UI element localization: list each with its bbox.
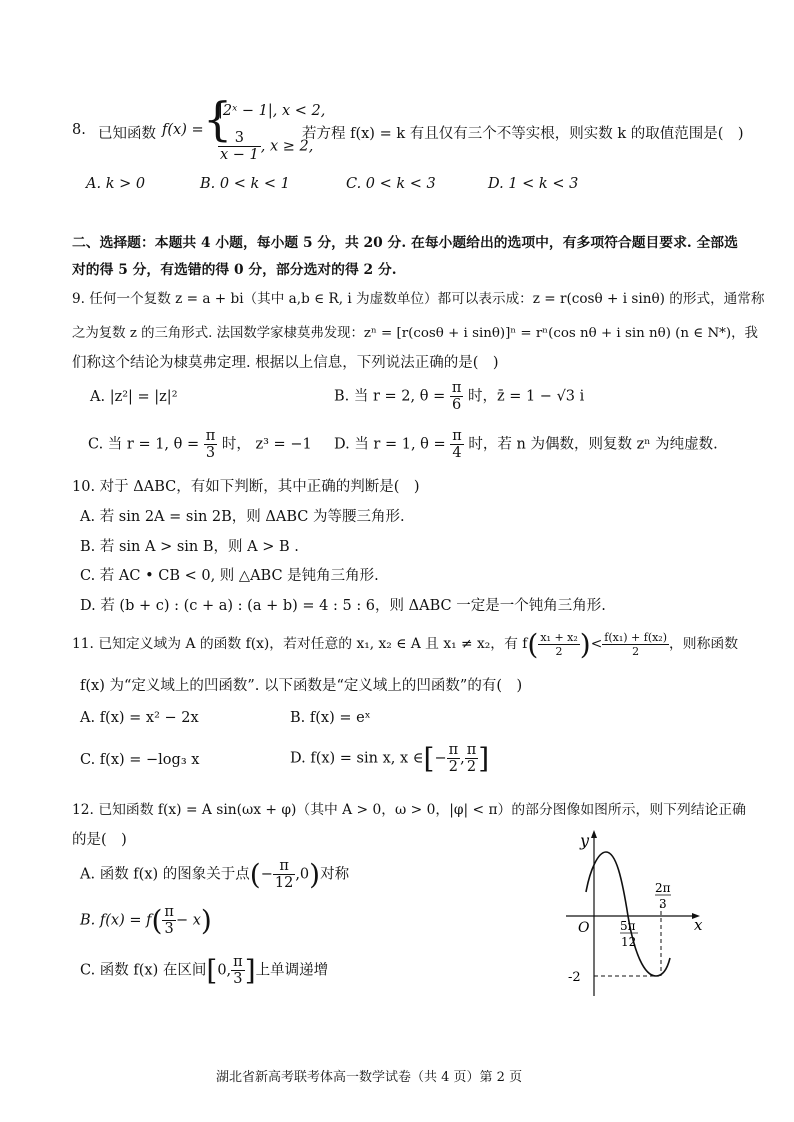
q12-option-c-lbracket: [ (206, 954, 218, 987)
q9-option-c-num: π (205, 428, 216, 444)
q10-line1: 10. 对于 ΔABC，有如下判断，其中正确的判断是( ) (72, 479, 420, 495)
q12-option-b-num: π (164, 904, 174, 920)
q8-fx: f(x) = (162, 122, 204, 138)
q11-option-b[interactable]: B. f(x) = eˣ (290, 710, 371, 726)
q11-frac2 (602, 631, 669, 658)
q11-frac1-num: x₁ + x₂ (540, 631, 578, 644)
tick2-den: 3 (659, 897, 667, 911)
q11-option-d-frac-a (447, 742, 461, 775)
q12-option-b[interactable] (80, 904, 212, 937)
section2-line1: 二、选择题：本题共 4 小题，每小题 5 分，共 20 分. 在每小题给出的选项中，有多项符合题目要求. 全部选 (72, 235, 738, 251)
q12-option-c-post: 上单调递增 (255, 962, 329, 979)
q12-graph (560, 826, 710, 1006)
q8-piece2-num: 3 (218, 130, 261, 147)
q11-line2: f(x) 为“定义域上的凹函数”. 以下函数是“定义域上的凹函数”的有( ) (80, 678, 523, 694)
q11-line1 (72, 628, 738, 661)
q8-piece2 (218, 130, 313, 163)
q11-option-c[interactable]: C. f(x) = −log₃ x (80, 752, 200, 768)
q11-frac1-den: 2 (555, 645, 563, 658)
q12-option-a-frac (273, 858, 295, 891)
q9-option-b[interactable] (334, 380, 584, 413)
q12-line2: 的是( ) (72, 832, 127, 848)
q9-option-b-pre: B. 当 r = 2, θ = (334, 388, 446, 405)
q12-option-b-post: − x (175, 912, 201, 929)
q8-piece2-den: x − 1 (220, 147, 259, 163)
q12-option-a-lparen: ( (249, 858, 261, 891)
q12-option-b-pre: B. f(x) = f (80, 912, 152, 929)
origin-label: O (578, 920, 590, 936)
tick1-den: 12 (621, 935, 637, 949)
q11-option-d-b-num: π (466, 742, 477, 758)
q9-option-c-post: 时， z³ = −1 (221, 436, 312, 453)
y-min-label: -2 (568, 970, 581, 985)
q9-option-b-den: 6 (451, 397, 462, 413)
q12-option-c-num: π (233, 954, 243, 970)
q8-piece1: |2ˣ − 1|, x < 2, (218, 103, 326, 119)
q9-option-d[interactable] (334, 428, 718, 461)
x-axis-label: x (694, 916, 703, 934)
q9-option-d-num: π (452, 428, 462, 444)
q8-piece2-frac (218, 130, 261, 163)
q9-option-d-den: 4 (452, 445, 462, 461)
q9-option-b-post: 时，z̄ = 1 − √3 i (467, 388, 585, 405)
q12-option-a-num: π (273, 858, 295, 875)
q8-rest: 若方程 f(x) = k 有且仅有三个不等实根，则实数 k 的取值范围是( ) (302, 126, 744, 142)
q12-option-a-rparen: ) (309, 858, 321, 891)
q9-option-a[interactable]: A. |z²| = |z|² (90, 389, 178, 405)
q11-line1-pre: 11. 已知定义域为 A 的函数 f(x)，若对任意的 x₁, x₂ ∈ A 且 x₁ ≠ x₂，有 f (72, 636, 528, 652)
q12-option-a[interactable]: A. 函数 f(x) 的图象关于点(− $\frac{\pi}{12}$ ,0)对称 (80, 858, 350, 891)
q12-line1: 12. 已知函数 f(x) = A sin(ωx + φ)（其中 A > 0，ω > 0，|φ| < π）的部分图像如图所示，则下列结论正确 (72, 802, 746, 818)
q11-bracket-open: ( (527, 628, 539, 661)
q11-option-d-lbracket: [ (423, 742, 435, 775)
q9-option-b-num: π (451, 380, 462, 396)
q9-option-b-frac (450, 380, 464, 413)
q12-option-c-rbracket: ] (244, 954, 256, 987)
q11-frac1 (538, 631, 579, 658)
tick1-num: 5π (620, 919, 636, 933)
sine-curve (586, 852, 670, 976)
q8-option-c[interactable]: C. 0 < k < 3 (346, 176, 436, 192)
q11-option-d-a-num: π (448, 742, 459, 758)
q9-option-c-frac (204, 428, 218, 461)
q12-option-b-den: 3 (164, 921, 174, 937)
q10-option-c[interactable]: C. 若 AC • CB < 0, 则 △ABC 是钝角三角形. (80, 568, 379, 584)
q10-option-d[interactable]: D. 若 (b + c) : (c + a) : (a + b) = 4 : 5 : 6，则 ΔABC 一定是一个钝角三角形. (80, 598, 606, 614)
tick2-num: 2π (655, 881, 671, 895)
q9-line1: 9. 任何一个复数 z = a + bi（其中 a,b ∈ R, i 为虚数单位）都可以表示成：z = r(cosθ + i sinθ) 的形式，通常称 (72, 291, 765, 307)
q11-lt: < (590, 636, 603, 652)
q9-option-c-den: 3 (205, 445, 216, 461)
y-axis-label: y (580, 831, 590, 850)
q9-option-d-frac (450, 428, 464, 461)
q11-line1-post: ，则称函数 (669, 636, 738, 652)
q12-option-a-den: 12 (274, 875, 294, 891)
q11-option-a[interactable]: A. f(x) = x² − 2x (80, 710, 199, 726)
q9-line3: 们称这个结论为棣莫弗定理. 根据以上信息，下列说法正确的是( ) (72, 355, 499, 371)
q10-option-b[interactable]: B. 若 sin A > sin B，则 A > B . (80, 539, 299, 555)
q11-option-d-pre: D. f(x) = sin x, x ∈ (290, 750, 424, 767)
q11-option-d-b-den: 2 (466, 759, 477, 775)
q11-bracket-close: ) (579, 628, 591, 661)
q12-option-a-post: 对称 (320, 866, 350, 883)
q9-option-d-pre: D. 当 r = 1, θ = (334, 436, 446, 453)
y-axis-arrow (591, 830, 597, 838)
q8-piece2-tail: , x ≥ 2, (260, 138, 314, 155)
q11-frac2-num: f(x₁) + f(x₂) (604, 631, 668, 644)
q12-option-c[interactable]: C. 函数 f(x) 在区间[0, $\frac{\pi}{3}$ ]上单调递增 (80, 954, 329, 987)
q9-option-c-pre: C. 当 r = 1, θ = (88, 436, 200, 453)
q9-line2: 之为复数 z 的三角形式. 法国数学家棣莫弗发现：zⁿ = [r(cosθ + i sinθ)]ⁿ = rⁿ(cos nθ + i sin nθ) (n ∈ N*)，我 (72, 326, 758, 341)
q10-option-a[interactable]: A. 若 sin 2A = sin 2B，则 ΔABC 为等腰三角形. (80, 509, 405, 525)
q11-option-d[interactable]: D. f(x) = sin x, x ∈[− $\frac{\pi}{2}$ , $\frac{\pi}{2}$ ] (290, 742, 490, 775)
page-footer: 湖北省新高考联考体高一数学试卷（共 4 页）第 2 页 (216, 1070, 523, 1085)
q11-option-d-a-den: 2 (448, 759, 458, 775)
q11-option-d-rbracket: ] (478, 742, 490, 775)
q11-option-d-frac-b (465, 742, 479, 775)
q8-number: 8. (72, 122, 86, 138)
q8-option-d[interactable]: D. 1 < k < 3 (488, 176, 579, 192)
q11-frac2-den: 2 (632, 645, 640, 658)
q12-option-c-pre: C. 函数 f(x) 在区间 (80, 962, 207, 979)
q12-option-c-frac (231, 954, 245, 987)
q9-option-d-post: 时，若 n 为偶数，则复数 zⁿ 为纯虚数. (468, 436, 718, 453)
section2-line2: 对的得 5 分，有选错的得 0 分，部分选对的得 2 分. (72, 262, 397, 278)
q8-option-a[interactable]: A. k > 0 (86, 176, 146, 192)
q8-lead: 已知函数 (98, 126, 156, 142)
q12-option-a-pre: A. 函数 f(x) 的图象关于点 (80, 866, 250, 883)
q8-option-b[interactable]: B. 0 < k < 1 (200, 176, 290, 192)
q12-option-b-frac (162, 904, 176, 937)
q12-option-b-lparen: ( (151, 904, 163, 937)
q12-option-b-rparen: ) (200, 904, 212, 937)
q8-brace: { (203, 92, 233, 146)
q12-option-c-den: 3 (233, 971, 243, 987)
q9-option-c[interactable] (88, 428, 312, 461)
